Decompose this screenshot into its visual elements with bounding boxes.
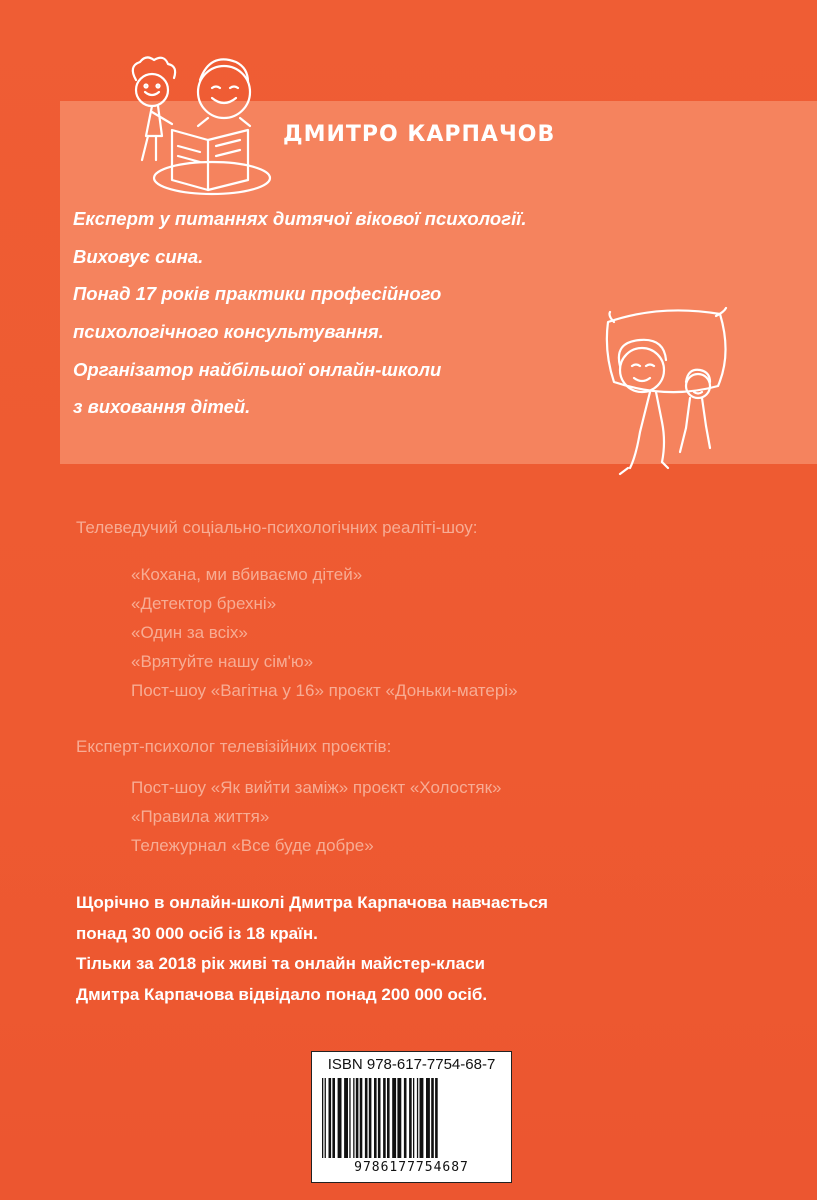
barcode-bar bbox=[322, 1078, 323, 1158]
show-item: «Один за всіх» bbox=[131, 623, 248, 642]
barcode-bar bbox=[404, 1078, 407, 1158]
barcode-bar bbox=[349, 1078, 350, 1158]
barcode-bar bbox=[374, 1078, 377, 1158]
barcode-digits: 9786177754687 bbox=[354, 1160, 469, 1175]
stats-line: Тільки за 2018 рік живі та онлайн майстер-класи bbox=[76, 954, 485, 973]
tv-host-heading: Телеведучий соціально-психологічних реаліті-шоу: bbox=[76, 518, 478, 537]
barcode-bar bbox=[332, 1078, 335, 1158]
show-item: «Правила життя» bbox=[131, 807, 270, 826]
tv-expert-shows-list bbox=[131, 777, 502, 864]
bio-line: Організатор найбільшої онлайн-школи bbox=[73, 358, 442, 380]
bio-line: Експерт у питаннях дитячої вікової психології. bbox=[73, 208, 527, 229]
barcode-bar bbox=[344, 1078, 348, 1158]
stats-line: Дмитра Карпачова відвідало понад 200 000 осіб. bbox=[76, 984, 488, 1004]
barcode-bar bbox=[338, 1078, 342, 1158]
bio-line: Понад 17 років практики професійного bbox=[73, 283, 442, 305]
bio-line: Виховує сина. bbox=[73, 245, 204, 267]
barcode-bar bbox=[413, 1078, 414, 1158]
show-item: «Детектор брехні» bbox=[131, 594, 277, 613]
barcode-bar bbox=[360, 1078, 363, 1158]
isbn-number: ISBN 978-617-7754-68-7 bbox=[327, 1056, 496, 1073]
barcode-bar bbox=[420, 1078, 424, 1158]
author-name: ДМИТРО КАРПАЧОВ bbox=[283, 122, 556, 147]
barcode-bar bbox=[378, 1078, 381, 1158]
barcode-bars bbox=[320, 1078, 503, 1158]
stats-list bbox=[76, 892, 548, 1014]
barcode-bar bbox=[435, 1078, 438, 1158]
show-item: «Кохана, ми вбиваємо дітей» bbox=[131, 565, 363, 584]
barcode-bar bbox=[365, 1078, 368, 1158]
barcode-bar bbox=[356, 1078, 359, 1158]
barcode-bar bbox=[329, 1078, 332, 1158]
isbn-barcode bbox=[311, 1051, 512, 1183]
barcode-bar bbox=[392, 1078, 396, 1158]
barcode-bar bbox=[387, 1078, 390, 1158]
barcode-bar bbox=[426, 1078, 430, 1158]
barcode-bar bbox=[383, 1078, 386, 1158]
barcode-bar bbox=[417, 1078, 418, 1158]
show-item: Пост-шоу «Вагітна у 16» проєкт «Доньки-матері» bbox=[131, 681, 518, 700]
mother-child-illustration bbox=[590, 300, 740, 480]
stats-line: Щорічно в онлайн-школі Дмитра Карпачова навчається bbox=[76, 893, 548, 912]
barcode-bar bbox=[325, 1078, 326, 1158]
barcode-bar bbox=[397, 1078, 401, 1158]
father-reading-illustration bbox=[112, 50, 282, 200]
barcode-bar bbox=[431, 1078, 434, 1158]
tv-host-shows-list bbox=[131, 564, 518, 709]
barcode-bar bbox=[409, 1078, 412, 1158]
stats-line: понад 30 000 осіб із 18 країн. bbox=[76, 923, 318, 943]
tv-expert-heading: Експерт-психолог телевізійних проєктів: bbox=[76, 737, 392, 756]
barcode-bar bbox=[353, 1078, 354, 1158]
bio-line: психологічного консультування. bbox=[73, 321, 384, 343]
show-item: «Врятуйте нашу сім'ю» bbox=[131, 652, 314, 671]
author-bio-list bbox=[73, 207, 527, 433]
show-item: Тележурнал «Все буде добре» bbox=[131, 836, 374, 855]
bio-line: з виховання дітей. bbox=[73, 396, 251, 418]
barcode-bar bbox=[369, 1078, 372, 1158]
show-item: Пост-шоу «Як вийти заміж» проєкт «Холостяк» bbox=[131, 778, 502, 797]
